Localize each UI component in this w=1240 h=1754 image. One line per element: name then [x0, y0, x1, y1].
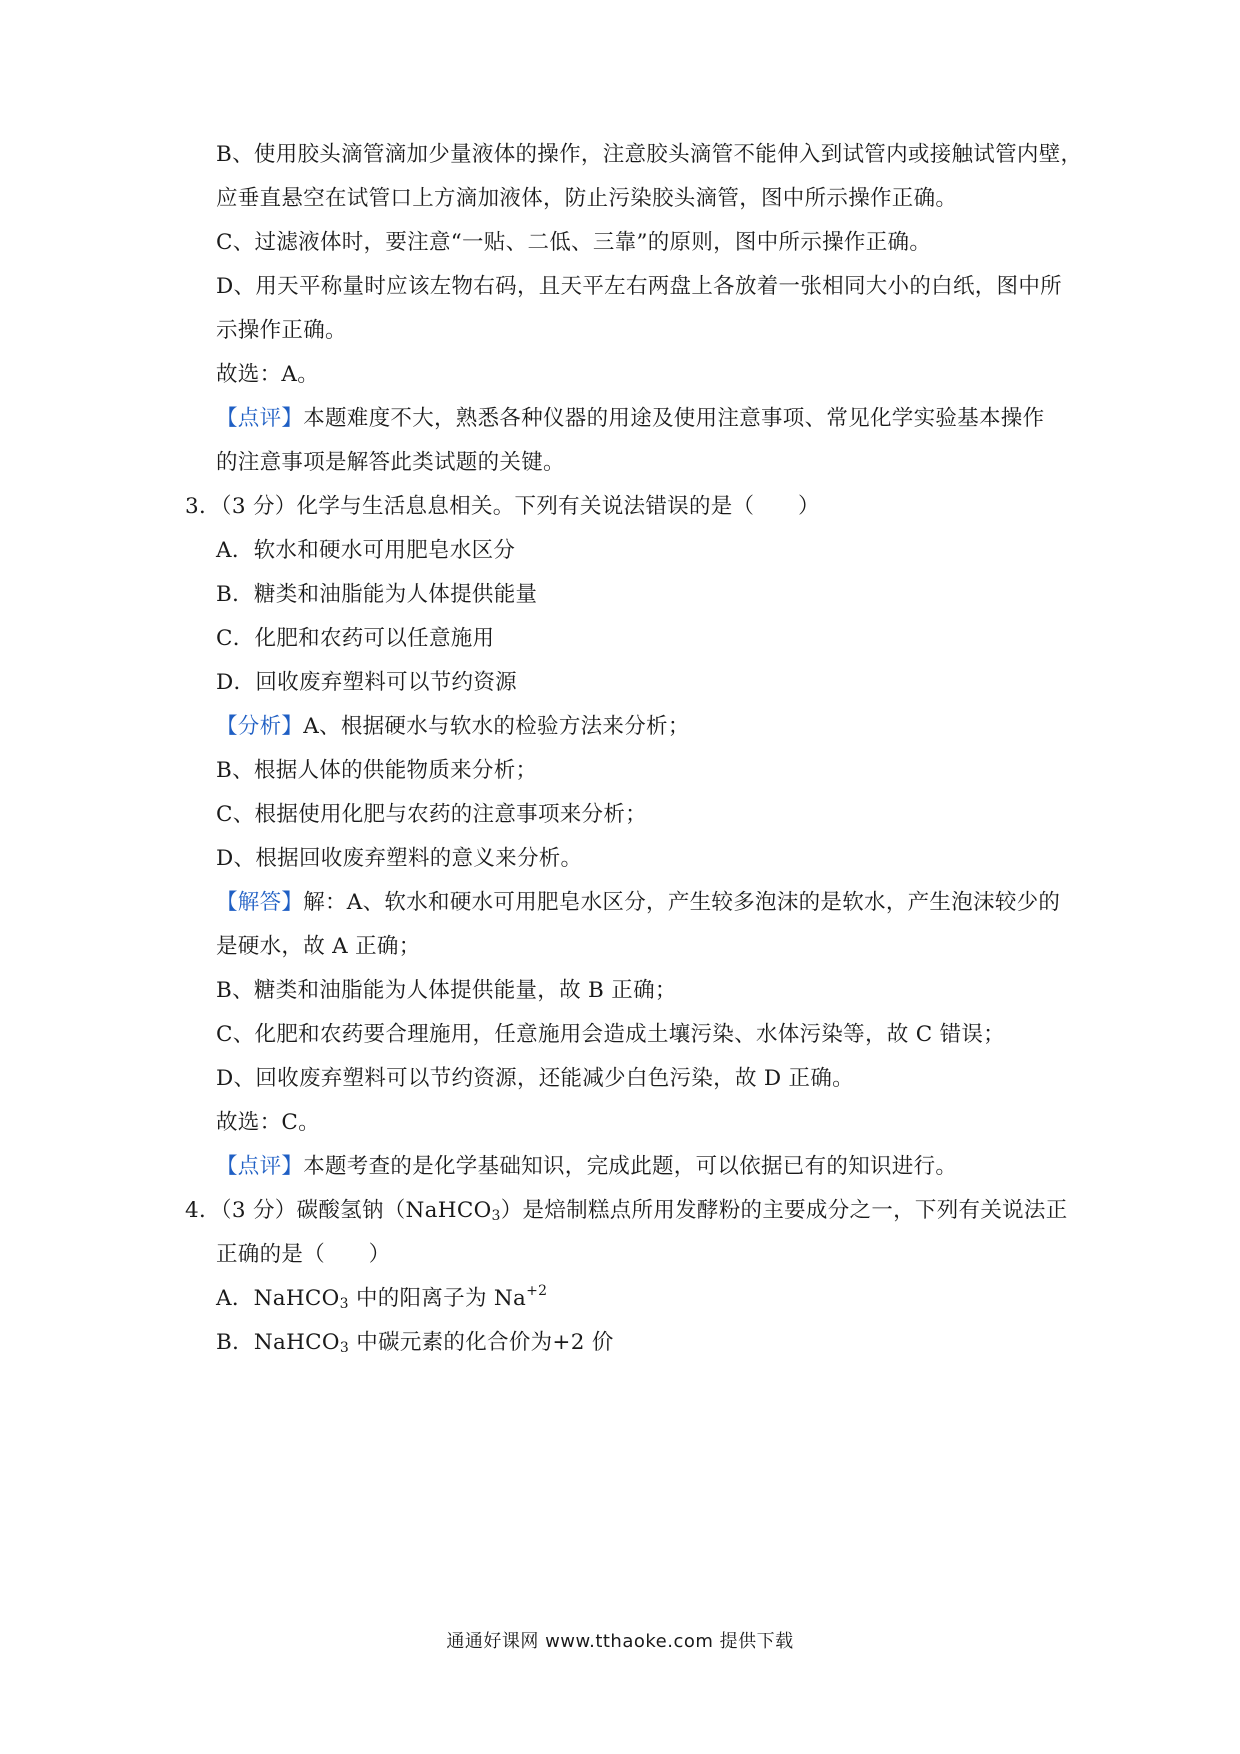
opt-a-superscript: +2: [526, 1283, 548, 1299]
q4-prefix: 4．（3 分）碳酸氢钠（NaHCO: [185, 1198, 492, 1223]
opt-b-prefix: B．NaHCO: [216, 1330, 340, 1355]
question-4: [185, 1196, 1068, 1226]
question-3: 3．（3 分）化学与生活息息相关。下列有关说法错误的是（ ）: [185, 494, 820, 519]
option-d: D．回收废弃塑料可以节约资源: [216, 670, 517, 695]
text-line: 应垂直悬空在试管口上方滴加液体，防止污染胶头滴管，图中所示操作正确。: [216, 186, 958, 211]
q4-subscript: 3: [491, 1208, 501, 1224]
comment-paragraph: [216, 404, 1044, 434]
text-line: D、根据回收废弃塑料的意义来分析。: [216, 846, 583, 871]
text-line: 故选：C。: [216, 1110, 320, 1135]
option-a: [216, 1284, 547, 1314]
text-line: 故选：A。: [216, 362, 320, 387]
option-b: [216, 1328, 614, 1358]
answer-paragraph: [216, 888, 1060, 918]
analysis-tag: 【分析】: [216, 714, 304, 739]
page-footer: 通通好课网 www.tthaoke.com 提供下载: [446, 1631, 794, 1652]
text-line: B、使用胶头滴管滴加少量液体的操作，注意胶头滴管不能伸入到试管内或接触试管内壁，: [216, 142, 1083, 167]
opt-a-prefix: A．NaHCO: [216, 1286, 340, 1311]
option-a: A．软水和硬水可用肥皂水区分: [216, 538, 516, 563]
text-line: B、糖类和油脂能为人体提供能量，故 B 正确；: [216, 978, 677, 1003]
text-line: 本题考查的是化学基础知识，完成此题，可以依据已有的知识进行。: [303, 1154, 958, 1179]
text-line: D、回收废弃塑料可以节约资源，还能减少白色污染，故 D 正确。: [216, 1066, 854, 1091]
text-line: C、根据使用化肥与农药的注意事项来分析；: [216, 802, 647, 827]
opt-b-suffix: 中碳元素的化合价为+2 价: [349, 1330, 614, 1355]
text-line: 是硬水，故 A 正确；: [216, 934, 421, 959]
text-line: 正确的是（ ）: [216, 1242, 391, 1267]
option-b: B．糖类和油脂能为人体提供能量: [216, 582, 538, 607]
text-line: C、化肥和农药要合理施用，任意施用会造成土壤污染、水体污染等，故 C 错误；: [216, 1022, 1005, 1047]
option-c: C．化肥和农药可以任意施用: [216, 626, 495, 651]
text-line: 本题难度不大，熟悉各种仪器的用途及使用注意事项、常见化学实验基本操作: [303, 406, 1045, 431]
text-line: 示操作正确。: [216, 318, 347, 343]
text-line: 的注意事项是解答此类试题的关键。: [216, 450, 565, 475]
opt-a-subscript: 3: [339, 1296, 349, 1312]
opt-a-mid: 中的阳离子为 Na: [348, 1286, 527, 1311]
text-line: B、根据人体的供能物质来分析；: [216, 758, 538, 783]
text-line: 解：A、软水和硬水可用肥皂水区分，产生较多泡沫的是软水，产生泡沫较少的: [303, 890, 1061, 915]
comment-paragraph: [216, 1152, 957, 1182]
q4-suffix: ）是焙制糕点所用发酵粉的主要成分之一，下列有关说法正: [500, 1198, 1068, 1223]
analysis-paragraph: [216, 712, 690, 742]
text-line: C、过滤液体时，要注意“一贴、二低、三靠”的原则，图中所示操作正确。: [216, 230, 932, 255]
text-line: D、用天平称量时应该左物右码，且天平左右两盘上各放着一张相同大小的白纸，图中所: [216, 274, 1062, 299]
opt-b-subscript: 3: [339, 1340, 350, 1356]
comment-tag: 【点评】: [216, 406, 304, 431]
answer-tag: 【解答】: [216, 890, 304, 915]
text-line: A、根据硬水与软水的检验方法来分析；: [303, 714, 690, 739]
comment-tag: 【点评】: [216, 1154, 304, 1179]
